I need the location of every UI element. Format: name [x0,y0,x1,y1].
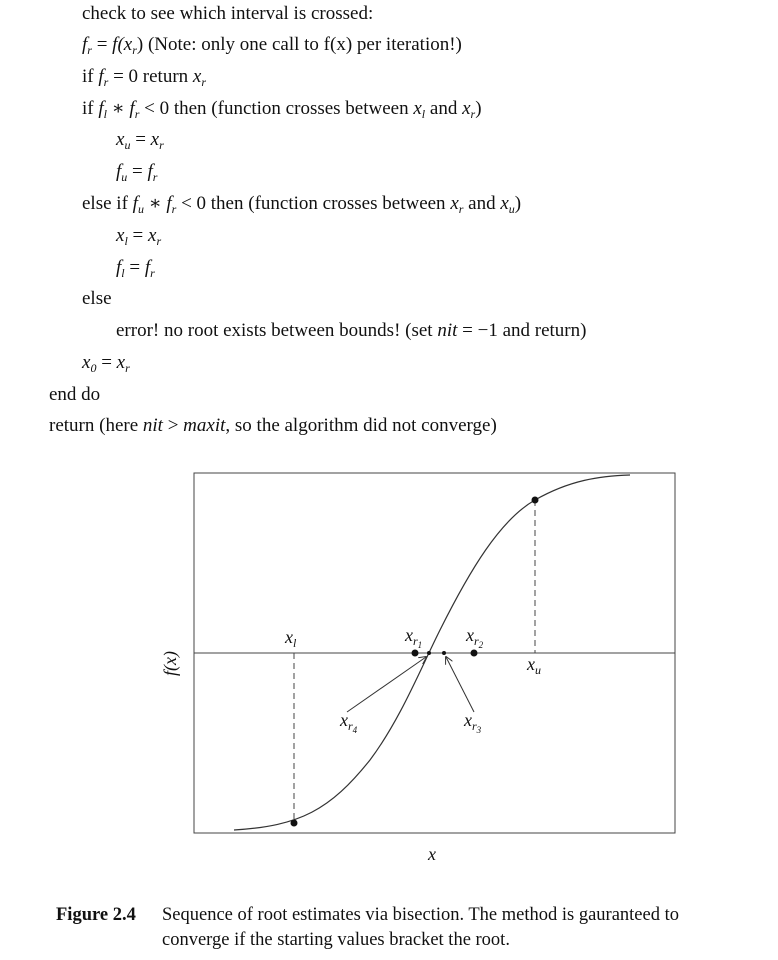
label-xl: $x_l$ [285,627,297,650]
caption-line-1: Sequence of root estimates via bisection. The method is gauranteed to [162,905,679,925]
math-sub: r [103,75,109,89]
algo-text: else [82,288,112,309]
math-sub: 0 [90,361,97,375]
label-xr4: $x_r4$ [340,710,358,735]
math-eq: = [124,257,145,278]
math-x: x [150,129,160,150]
math-x: x [116,225,125,246]
algo-text: if [82,66,99,87]
algo-text: ) [514,193,522,214]
algo-text: < 0 then (function crosses between [139,98,414,119]
algo-text: else if [82,193,133,214]
math-op: > [162,415,184,436]
math-sub: r [156,234,162,248]
math-f: f [147,161,153,182]
math-sub: r [134,107,140,121]
point-xr1 [412,650,419,657]
math-sub: u [124,138,131,152]
math-sub: r [152,170,158,184]
math-f: f [129,98,135,119]
algo-text: < 0 then (function crosses between [176,193,451,214]
algo-text: check to see which interval is crossed: [82,3,374,24]
math-x: x [82,352,91,373]
math-sub: l [421,107,426,121]
point-f-xu [532,497,539,504]
math-sub: l [103,107,107,121]
math-sub: r [87,43,92,57]
math-eq: = [96,352,117,373]
algo-text: end do [49,384,101,405]
point-xr3 [442,651,446,655]
point-f-xl [291,820,298,827]
figure-caption-label [56,903,136,928]
math-sub: u [121,170,128,184]
algo-text: = −1 and return) [457,320,587,341]
math-x: x [116,129,125,150]
point-xr4 [427,651,431,655]
math-eq: = [130,129,151,150]
math-maxit: maxit [183,415,226,436]
xr3-arrow [446,657,474,712]
math-x: x [450,193,459,214]
label-xr1: $x_r1$ [405,625,423,650]
algo-text: return (here [49,415,143,436]
math-op: ∗ [106,98,130,119]
algo-text: , so the algorithm did not converge) [225,415,497,436]
math-x: x [116,352,126,373]
math-sub: l [124,234,128,248]
math-eq: = [127,161,148,182]
math-f: f [98,66,104,87]
y-axis-label: f(x) [160,651,180,676]
math-paren: ) [136,34,144,55]
math-sub: r [470,107,476,121]
math-f: f [116,161,122,182]
math-sub: r [132,43,137,57]
math-sub: r [201,75,207,89]
algo-note: (Note: only one call to f(x) per iteration!) [143,34,462,55]
math-nit: nit [437,320,458,341]
math-op: ∗ [143,193,167,214]
algo-text: and [425,98,463,119]
x-axis-label: x [428,844,436,864]
label-xu: $x_u$ [527,654,541,677]
algo-text: error! no root exists between bounds! (set [116,320,438,341]
caption-label-text: Figure 2.4 [56,905,136,925]
math-sub: r [125,361,130,375]
math-sub: r [159,138,164,152]
math-nit: nit [142,415,163,436]
figure-caption-text [162,903,762,953]
math-f: f [116,257,122,278]
math-f: f [98,98,104,119]
label-xr3: $x_r3$ [464,710,482,735]
algo-text: = 0 return [108,66,193,87]
math-x: x [462,98,471,119]
algo-text: and [463,193,501,214]
label-xr2: $x_r2$ [466,625,484,650]
math-f: f [82,34,88,55]
math-sub: r [150,266,155,280]
point-xr2 [471,650,478,657]
math-sub: r [171,202,177,216]
math-sub: u [508,202,515,216]
math-eq: = [127,225,148,246]
math-x: x [413,98,422,119]
math-x: x [148,225,157,246]
math-sub: r [458,202,464,216]
math-x: x [500,193,509,214]
math-f: f [132,193,138,214]
math-eq: = [91,34,113,55]
math-fx: f(x [112,34,133,55]
math-sub: u [137,202,144,216]
math-sub: l [121,266,125,280]
math-f: f [144,257,151,278]
math-f: f [166,193,172,214]
math-x: x [192,66,202,87]
algo-text: ) [475,98,482,119]
caption-line-2: converge if the starting values bracket the root. [162,930,510,950]
algo-text: if [82,98,99,119]
